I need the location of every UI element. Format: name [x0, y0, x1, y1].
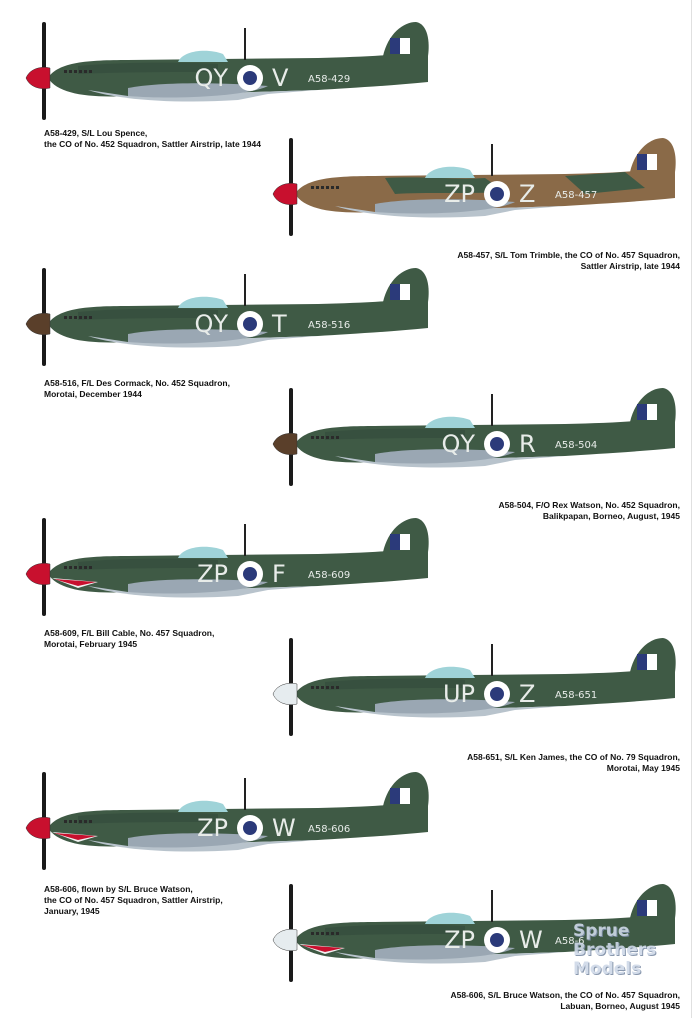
caption-line: A58-504, F/O Rex Watson, No. 452 Squadron, [498, 500, 680, 510]
spitfire-profile-icon [18, 766, 438, 876]
fin-flash-icon [400, 38, 410, 54]
squadron-code-text: QY [441, 430, 475, 458]
fin-flash-icon [637, 900, 647, 916]
exhaust-icon [321, 436, 324, 439]
squadron-code-text: QY [194, 310, 228, 338]
antenna-icon [244, 28, 246, 60]
canopy-icon [425, 417, 475, 428]
exhaust-icon [311, 686, 314, 689]
aircraft-letter-text: T [272, 310, 287, 338]
watermark-line: Models [573, 959, 642, 979]
exhaust-icon [331, 436, 334, 439]
exhaust-icon [316, 686, 319, 689]
antenna-icon [491, 890, 493, 922]
spitfire-profile-icon [18, 512, 438, 622]
fin-flash-icon [390, 788, 400, 804]
caption-line: A58-606, flown by S/L Bruce Watson, [44, 884, 193, 894]
fin-flash-icon [400, 788, 410, 804]
canopy-icon [178, 51, 228, 62]
aircraft-profile [265, 132, 685, 242]
spitfire-profile-icon [265, 632, 685, 742]
exhaust-icon [89, 820, 92, 823]
roundel-icon [490, 687, 504, 701]
watermark-line: Sprue [573, 921, 630, 941]
spinner-icon [26, 817, 50, 838]
exhaust-icon [89, 316, 92, 319]
spinner-icon [26, 313, 50, 334]
exhaust-icon [79, 566, 82, 569]
exhaust-icon [326, 436, 329, 439]
profile-caption [467, 752, 680, 774]
profile-caption [44, 378, 230, 400]
squadron-code-text: UP [442, 680, 475, 708]
squadron-code-text: QY [194, 64, 228, 92]
canopy-icon [178, 801, 228, 812]
caption-line: Balikpapan, Borneo, August, 1945 [542, 511, 680, 521]
caption-line: January, 1945 [44, 906, 100, 916]
spinner-icon [273, 683, 297, 704]
fin-flash-icon [647, 654, 657, 670]
caption-line: A58-457, S/L Tom Trimble, the CO of No. 457 Squadron, [457, 250, 680, 260]
antenna-icon [244, 524, 246, 556]
antenna-icon [491, 144, 493, 176]
spinner-icon [273, 183, 297, 204]
spitfire-profile-icon [265, 382, 685, 492]
exhaust-icon [79, 70, 82, 73]
fin-flash-icon [400, 534, 410, 550]
exhaust-icon [311, 436, 314, 439]
fin-flash-icon [637, 654, 647, 670]
exhaust-icon [69, 820, 72, 823]
exhaust-icon [64, 316, 67, 319]
exhaust-icon [336, 686, 339, 689]
profile-caption [44, 628, 214, 650]
caption-line: the CO of No. 452 Squadron, Sattler Airstrip, late 1944 [44, 139, 261, 149]
exhaust-icon [336, 436, 339, 439]
aircraft-letter-text: W [272, 814, 296, 842]
exhaust-icon [74, 70, 77, 73]
roundel-icon [243, 567, 257, 581]
exhaust-icon [84, 70, 87, 73]
antenna-icon [491, 644, 493, 676]
exhaust-icon [321, 186, 324, 189]
canopy-icon [178, 547, 228, 558]
fin-flash-icon [390, 284, 400, 300]
canopy-icon [178, 297, 228, 308]
spitfire-profile-icon [18, 16, 438, 126]
fin-flash-icon [647, 900, 657, 916]
exhaust-icon [69, 316, 72, 319]
exhaust-icon [336, 932, 339, 935]
caption-line: A58-516, F/L Des Cormack, No. 452 Squadron, [44, 378, 230, 388]
exhaust-icon [79, 820, 82, 823]
exhaust-icon [311, 186, 314, 189]
caption-line: A58-609, F/L Bill Cable, No. 457 Squadron, [44, 628, 215, 638]
squadron-code-text: ZP [197, 814, 228, 842]
serial-number-text: A58-504 [555, 440, 598, 451]
fin-flash-icon [637, 404, 647, 420]
profile-caption [44, 884, 223, 917]
caption-line: Morotai, December 1944 [44, 389, 142, 399]
exhaust-icon [326, 932, 329, 935]
roundel-icon [490, 437, 504, 451]
exhaust-icon [89, 70, 92, 73]
caption-line: A58-606, S/L Bruce Watson, the CO of No. 457 Squadron, [450, 990, 680, 1000]
aircraft-letter-text: F [272, 560, 286, 588]
exhaust-icon [64, 820, 67, 823]
roundel-icon [490, 933, 504, 947]
spinner-icon [26, 563, 50, 584]
serial-number-text: A58-429 [308, 74, 351, 85]
exhaust-icon [316, 932, 319, 935]
squadron-code-text: ZP [197, 560, 228, 588]
exhaust-icon [84, 820, 87, 823]
antenna-icon [491, 394, 493, 426]
spinner-icon [26, 67, 50, 88]
profile-caption [450, 990, 680, 1012]
exhaust-icon [326, 686, 329, 689]
aircraft-letter-text: Z [519, 180, 536, 208]
exhaust-icon [74, 820, 77, 823]
serial-number-text: A58-6 [555, 936, 585, 947]
exhaust-icon [74, 566, 77, 569]
exhaust-icon [69, 70, 72, 73]
serial-number-text: A58-651 [555, 690, 598, 701]
fin-flash-icon [647, 154, 657, 170]
caption-line: A58-651, S/L Ken James, the CO of No. 79 Squadron, [467, 752, 680, 762]
spitfire-profile-icon [265, 132, 685, 242]
caption-line: the CO of No. 457 Squadron, Sattler Airstrip, [44, 895, 223, 905]
exhaust-icon [84, 316, 87, 319]
page-edge-line [691, 0, 692, 1018]
aircraft-profile [18, 16, 438, 126]
caption-line: A58-429, S/L Lou Spence, [44, 128, 148, 138]
exhaust-icon [74, 316, 77, 319]
exhaust-icon [84, 566, 87, 569]
roundel-icon [490, 187, 504, 201]
exhaust-icon [331, 186, 334, 189]
serial-number-text: A58-457 [555, 190, 598, 201]
roundel-icon [243, 317, 257, 331]
profile-caption [498, 500, 680, 522]
exhaust-icon [321, 932, 324, 935]
exhaust-icon [326, 186, 329, 189]
fin-flash-icon [390, 38, 400, 54]
antenna-icon [244, 778, 246, 810]
antenna-icon [244, 274, 246, 306]
aircraft-profile [18, 262, 438, 372]
exhaust-icon [331, 686, 334, 689]
fin-flash-icon [637, 154, 647, 170]
exhaust-icon [321, 686, 324, 689]
profile-caption [457, 250, 680, 272]
aircraft-letter-text: R [519, 430, 536, 458]
fin-flash-icon [390, 534, 400, 550]
aircraft-profile [265, 632, 685, 742]
exhaust-icon [311, 932, 314, 935]
spinner-icon [273, 929, 297, 950]
spinner-icon [273, 433, 297, 454]
serial-number-text: A58-609 [308, 570, 351, 581]
exhaust-icon [64, 70, 67, 73]
aircraft-letter-text: Z [519, 680, 536, 708]
aircraft-profile [18, 766, 438, 876]
canopy-icon [425, 913, 475, 924]
exhaust-icon [316, 436, 319, 439]
roundel-icon [243, 821, 257, 835]
profile-caption [44, 128, 261, 150]
squadron-code-text: ZP [444, 180, 475, 208]
fin-flash-icon [400, 284, 410, 300]
aircraft-letter-text: W [519, 926, 543, 954]
serial-number-text: A58-606 [308, 824, 351, 835]
caption-line: Morotai, May 1945 [606, 763, 680, 773]
aircraft-profile [18, 512, 438, 622]
canopy-icon [425, 667, 475, 678]
watermark-line: Brothers [573, 940, 657, 960]
spitfire-profile-icon [18, 262, 438, 372]
roundel-icon [243, 71, 257, 85]
serial-number-text: A58-516 [308, 320, 351, 331]
caption-line: Sattler Airstrip, late 1944 [580, 261, 680, 271]
caption-line: Labuan, Borneo, August 1945 [560, 1001, 680, 1011]
exhaust-icon [69, 566, 72, 569]
aircraft-profile [265, 382, 685, 492]
exhaust-icon [89, 566, 92, 569]
exhaust-icon [336, 186, 339, 189]
watermark-logo [573, 922, 691, 992]
caption-line: Morotai, February 1945 [44, 639, 138, 649]
exhaust-icon [331, 932, 334, 935]
squadron-code-text: ZP [444, 926, 475, 954]
exhaust-icon [64, 566, 67, 569]
canopy-icon [425, 167, 475, 178]
aircraft-letter-text: V [272, 64, 289, 92]
exhaust-icon [316, 186, 319, 189]
fin-flash-icon [647, 404, 657, 420]
exhaust-icon [79, 316, 82, 319]
